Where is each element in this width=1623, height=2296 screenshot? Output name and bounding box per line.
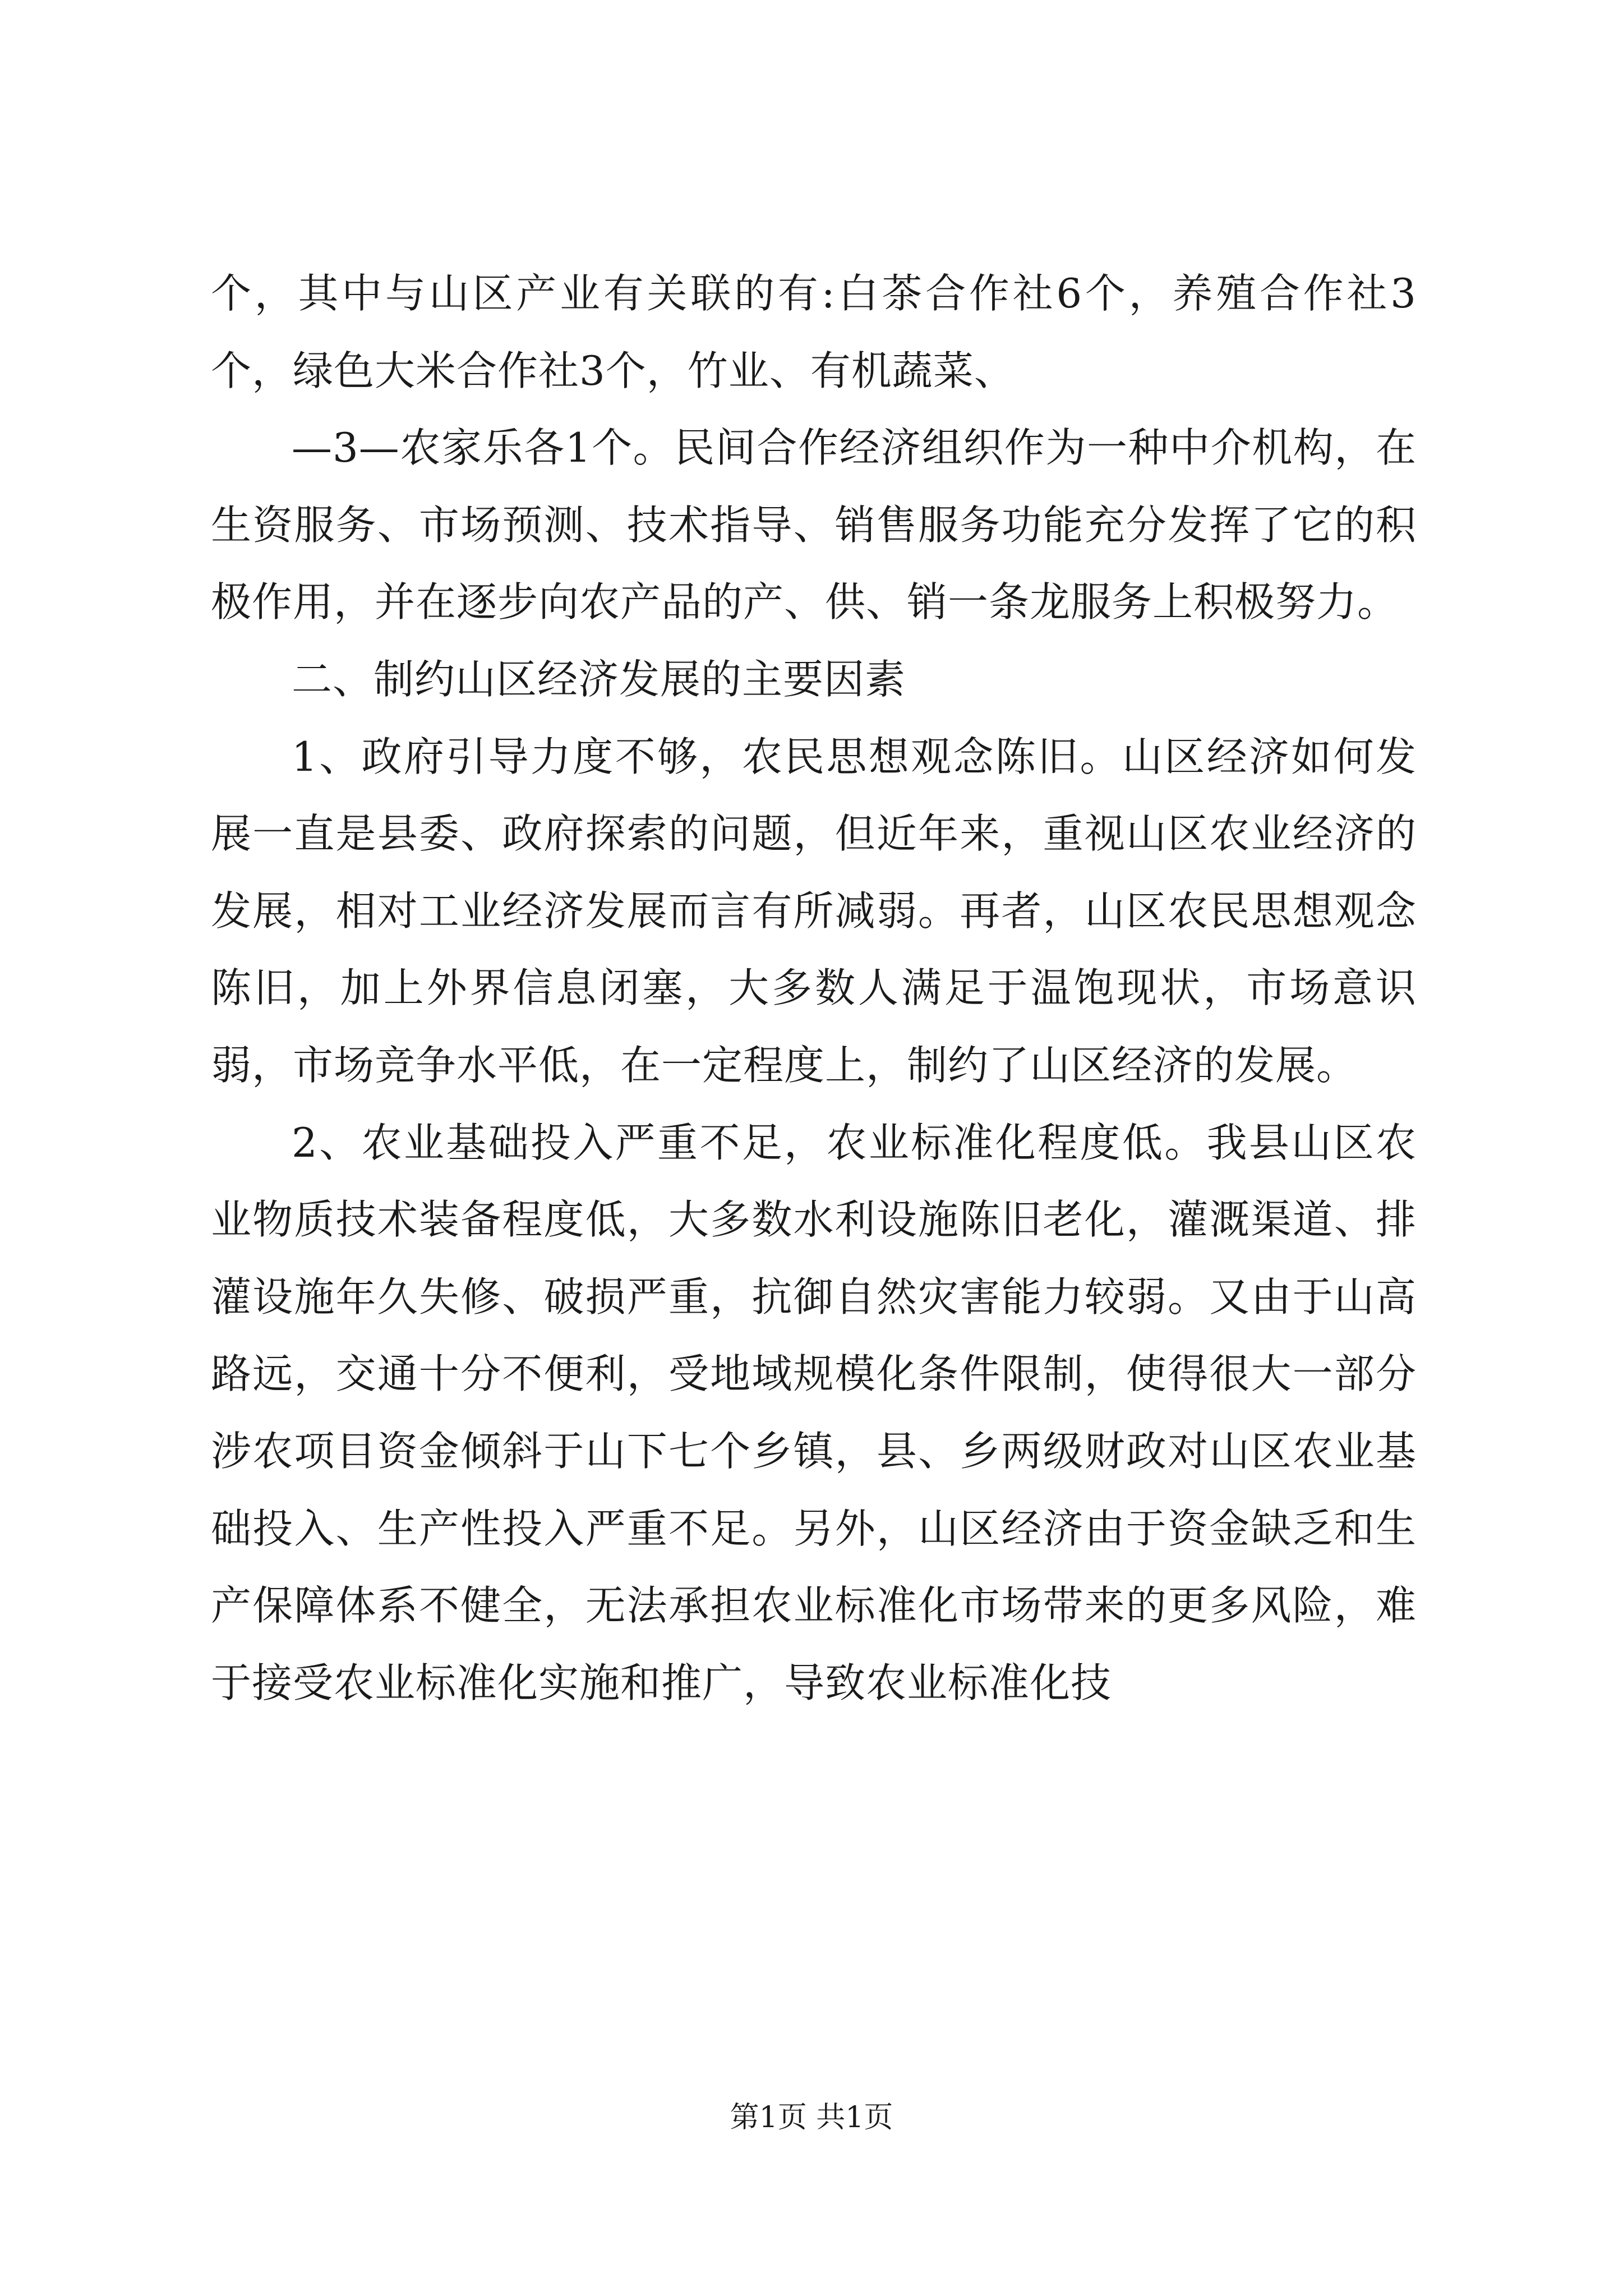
paragraph-continuation: 个，其中与山区产业有关联的有:白茶合作社6个，养殖合作社3个，绿色大米合作社3个，竹业、有机蔬菜、 <box>211 270 1417 394</box>
paragraph-point-2: 2、农业基础投入严重不足，农业标准化程度低。我县山区农业物质技术装备程度低，大多数水利设施陈旧老化，灌溉渠道、排灌设施年久失修、破损严重，抗御自然灾害能力较弱。又由于山高路远，交通十分不便利，受地域规模化条件限制，使得很大一部分涉农项目资金倾斜于山下七个乡镇，县、乡两级财政对山区农业基础投入、生产性投入严重不足。另外，山区经济由于资金缺乏和生产保障体系不健全，无法承担农业标准化市场带来的更多风险，难于接受农业标准化实施和推广，导致农业标准化技 <box>211 1119 1417 1706</box>
page-number-label: 第1页 共1页 <box>730 2101 893 2134</box>
page-footer <box>0 2098 1623 2137</box>
paragraph-cooperatives: —3—农家乐各1个。民间合作经济组织作为一种中介机构，在生资服务、市场预测、技术指导、销售服务功能充分发挥了它的积极作用，并在逐步向农产品的产、供、销一条龙服务上积极努力。 <box>211 424 1417 626</box>
section-heading: 二、制约山区经济发展的主要因素 <box>292 655 906 703</box>
document-body <box>211 255 1417 1722</box>
paragraph-point-1: 1、政府引导力度不够，农民思想观念陈旧。山区经济如何发展一直是县委、政府探索的问题，但近年来，重视山区农业经济的发展，相对工业经济发展而言有所减弱。再者，山区农民思想观念陈旧，加上外界信息闭塞，大多数人满足于温饱现状，市场意识弱，市场竞争水平低，在一定程度上，制约了山区经济的发展。 <box>211 733 1417 1089</box>
